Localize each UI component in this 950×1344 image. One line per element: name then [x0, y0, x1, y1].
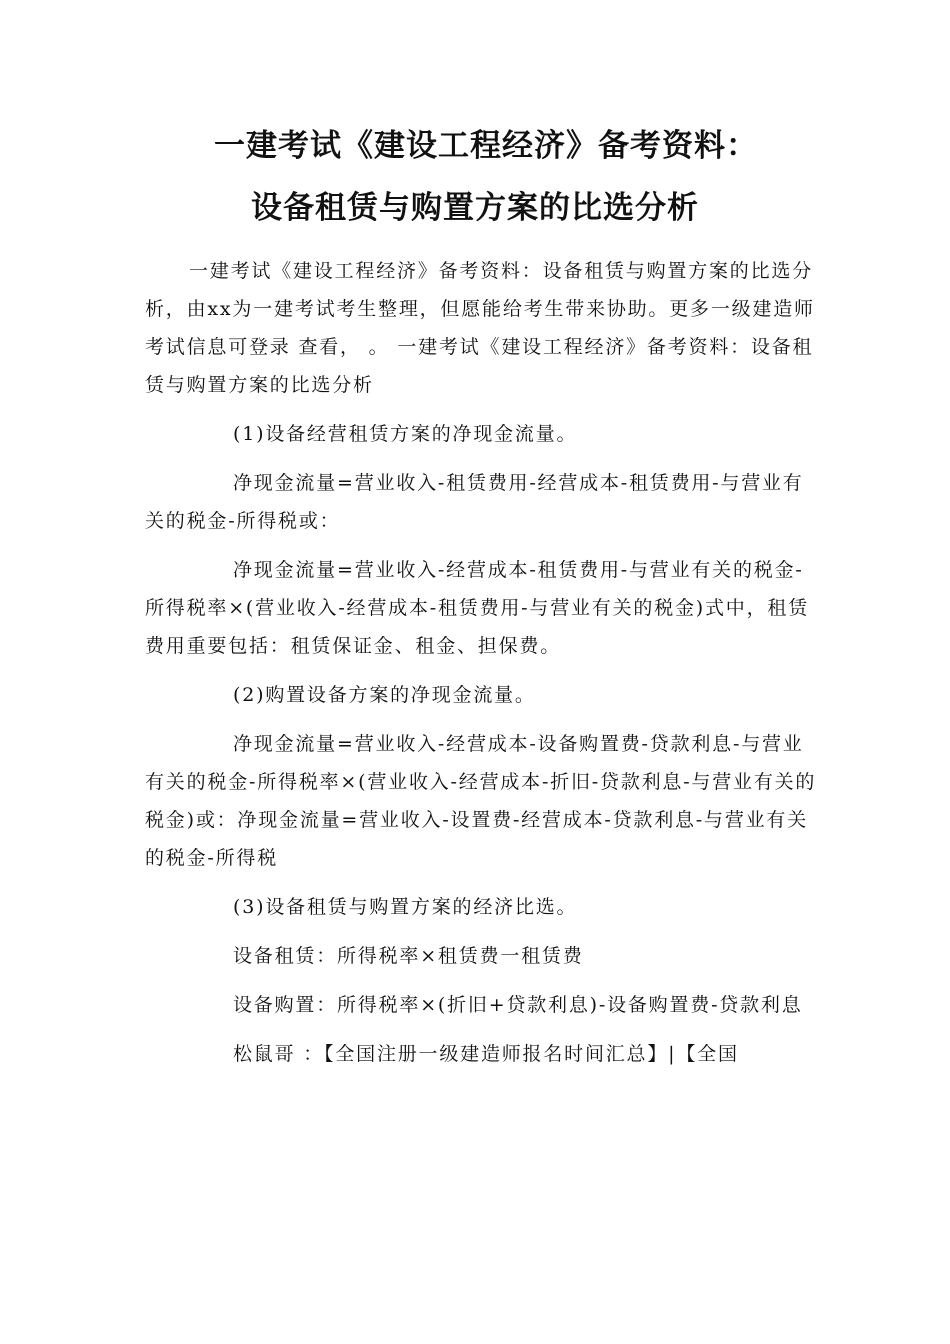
document-title-line-1: 一建考试《建设工程经济》备考资料：	[214, 128, 758, 164]
lease-comparison-line: 设备租赁：所得税率×租赁费一租赁费	[233, 945, 584, 967]
related-links-line: 松鼠哥 ：【全国注册一级建造师报名时间汇总】|【全国	[233, 1043, 739, 1065]
document-body	[145, 252, 817, 1073]
formula-paragraph-1: 净现金流量=营业收入-租赁费用-经营成本-租赁费用-与营业有关的税金-所得税或：	[145, 472, 804, 532]
formula-paragraph-2: 净现金流量=营业收入-经营成本-租赁费用-与营业有关的税金-所得税率×(营业收入-经营成本-租赁费用-与营业有关的税金)式中，租赁费用重要包括：租赁保证金、租金、担保费。	[145, 559, 810, 657]
formula-paragraph-3: 净现金流量=营业收入-经营成本-设备购置费-贷款利息-与营业有关的税金-所得税率×(营业收入-经营成本-折旧-贷款利息-与营业有关的税金)或：净现金流量=营业收入-设置费-经营成本-贷款利息-与营业有关的税金-所得税	[145, 733, 817, 869]
intro-paragraph: 一建考试《建设工程经济》备考资料：设备租赁与购置方案的比选分析，由xx为一建考试考生整理，但愿能给考生带来协助。更多一级建造师考试信息可登录 查看， 。 一建考试《建设工程经济》备考资料：设备租赁与购置方案的比选分析	[145, 260, 815, 396]
section-heading-3: (3)设备租赁与购置方案的经济比选。	[233, 896, 578, 918]
section-heading-2: (2)购置设备方案的净现金流量。	[233, 684, 536, 706]
document-title-line-2: 设备租赁与购置方案的比选分析	[251, 190, 699, 226]
section-heading-1: (1)设备经营租赁方案的净现金流量。	[233, 423, 578, 445]
purchase-comparison-line: 设备购置：所得税率×(折旧+贷款利息)-设备购置费-贷款利息	[233, 994, 803, 1016]
